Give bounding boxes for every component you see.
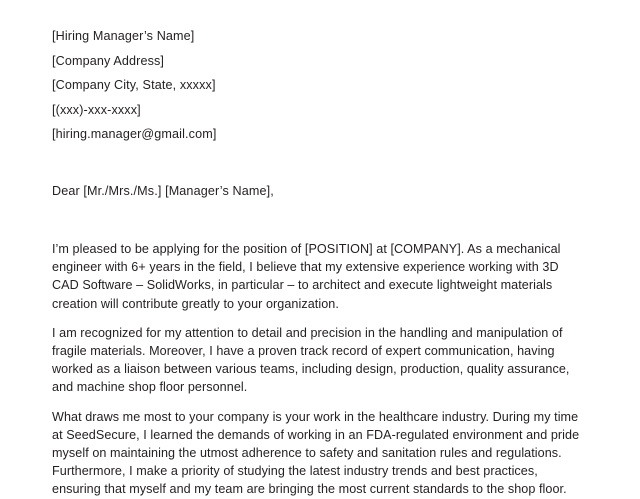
recipient-address-line: [Company Address] xyxy=(52,53,165,68)
body-paragraph-1: I’m pleased to be applying for the position of [POSITION] at [COMPANY]. As a mechanical engineer with 6+ years in the field, I believe that my extensive experience working with 3D CAD Software – SolidWorks, in particular – to architect and execute lightweight materials creation will contribute greatly to your organization. xyxy=(52,242,561,311)
recipient-name-line: [Hiring Manager’s Name] xyxy=(52,29,195,43)
body-paragraph-3: What draws me most to your company is your work in the healthcare industry. During my time at SeedSecure, I learned the demands of working in an FDA-regulated environment and pride myself on maintaining the utmost adherence to safety and sanitation rules and regulations. Furthermore, I make a priority of studying the latest industry trends and best practices, ensuring that myself and my team are bringing the most current standards to the shop floor. xyxy=(52,409,580,497)
recipient-city-state-zip-line: [Company City, State, xxxxx] xyxy=(52,78,216,92)
salutation: Dear [Mr./Mrs./Ms.] [Manager’s Name], xyxy=(52,184,274,198)
body-paragraph-2: I am recognized for my attention to detail and precision in the handling and manipulation of fragile materials. Moreover, I have a proven track record of expert communication, having worked as a liaison between various teams, including design, production, quality assurance, and machine shop floor personnel. xyxy=(52,325,570,395)
recipient-address-block xyxy=(52,28,588,143)
recipient-email-line: [hiring.manager@gmail.com] xyxy=(52,127,217,141)
recipient-phone-line: [(xxx)-xxx-xxxx] xyxy=(52,102,141,117)
cover-letter-body xyxy=(52,28,588,499)
